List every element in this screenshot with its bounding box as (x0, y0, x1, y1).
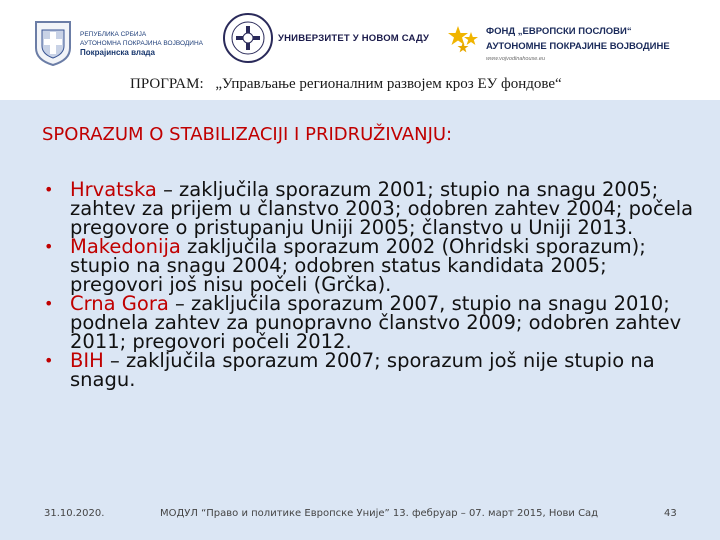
country-name: BIH (70, 349, 104, 372)
serbia-gov: Покрајинска влада (80, 47, 155, 57)
fund-url: www.vojvodinahouse.eu (486, 56, 546, 62)
bullet-icon: • (44, 180, 54, 199)
university-seal-icon (222, 12, 274, 64)
stars-icon (448, 24, 480, 54)
university-logo (222, 12, 429, 64)
country-name: Hrvatska (70, 178, 157, 201)
serbia-text (80, 30, 203, 57)
footer-date: 31.10.2020. (44, 508, 105, 519)
bullet-icon: • (44, 294, 54, 313)
fund-text (486, 24, 670, 54)
serbia-line-2: АУТОНОМНА ПОКРАЈИНА ВОЈВОДИНА (80, 39, 203, 47)
serbia-logo (34, 20, 203, 66)
page-number: 43 (664, 508, 677, 519)
list-item (44, 294, 704, 351)
university-name: УНИВЕРЗИТЕТ У НОВОМ САДУ (278, 32, 430, 44)
country-name: Crna Gora (70, 292, 169, 315)
program-line (130, 76, 650, 93)
list-item (44, 237, 704, 294)
bullet-text: – zaključila sporazum 2001; stupio na snagu 2005; zahtev za prijem u članstvo 2003; odobren zahtev 2004; počela pregovore o pristupanju Uniji 2005; članstvo u Uniji 2013. (70, 178, 694, 239)
program-title: „Управљање регионалним развојем кроз ЕУ фондове“ (215, 76, 562, 92)
list-item (44, 351, 704, 389)
program-label: ПРОГРАМ: (130, 76, 204, 92)
bullet-text: – zaključila sporazum 2007, stupio na snagu 2010; podnela zahtev za punopravno članstvo 2009; odobren zahtev 2011; pregovori počeli 2012. (70, 292, 682, 353)
fund-line-1: ФОНД „ЕВРОПСКИ ПОСЛОВИ“ (486, 26, 632, 37)
header-banner (0, 0, 720, 100)
bullet-icon: • (44, 237, 54, 256)
footer-module: МОДУЛ “Право и политике Европске Уније” 13. фебруар – 07. март 2015, Нови Сад (160, 508, 599, 519)
coat-of-arms-icon (34, 20, 72, 66)
slide-title: SPORAZUM O STABILIZACIJI I PRIDRUŽIVANJU: (42, 124, 453, 145)
serbia-line-1: РЕПУБЛИКА СРБИЈА (80, 30, 147, 38)
bullet-icon: • (44, 351, 54, 370)
fund-line-2: АУТОНОМНЕ ПОКРАЈИНЕ ВОЈВОДИНЕ (486, 41, 670, 52)
country-name: Makedonija (70, 235, 181, 258)
bullet-text: – zaključila sporazum 2007; sporazum još nije stupio na snagu. (70, 349, 655, 391)
bullet-text: zaključila sporazum 2002 (Ohridski sporazum); stupio na snagu 2004; odobren status kandidata 2005; pregovori još nisu počeli (Grčka). (70, 235, 646, 296)
bullet-list (44, 180, 704, 389)
fund-logo (448, 24, 670, 54)
list-item (44, 180, 704, 237)
